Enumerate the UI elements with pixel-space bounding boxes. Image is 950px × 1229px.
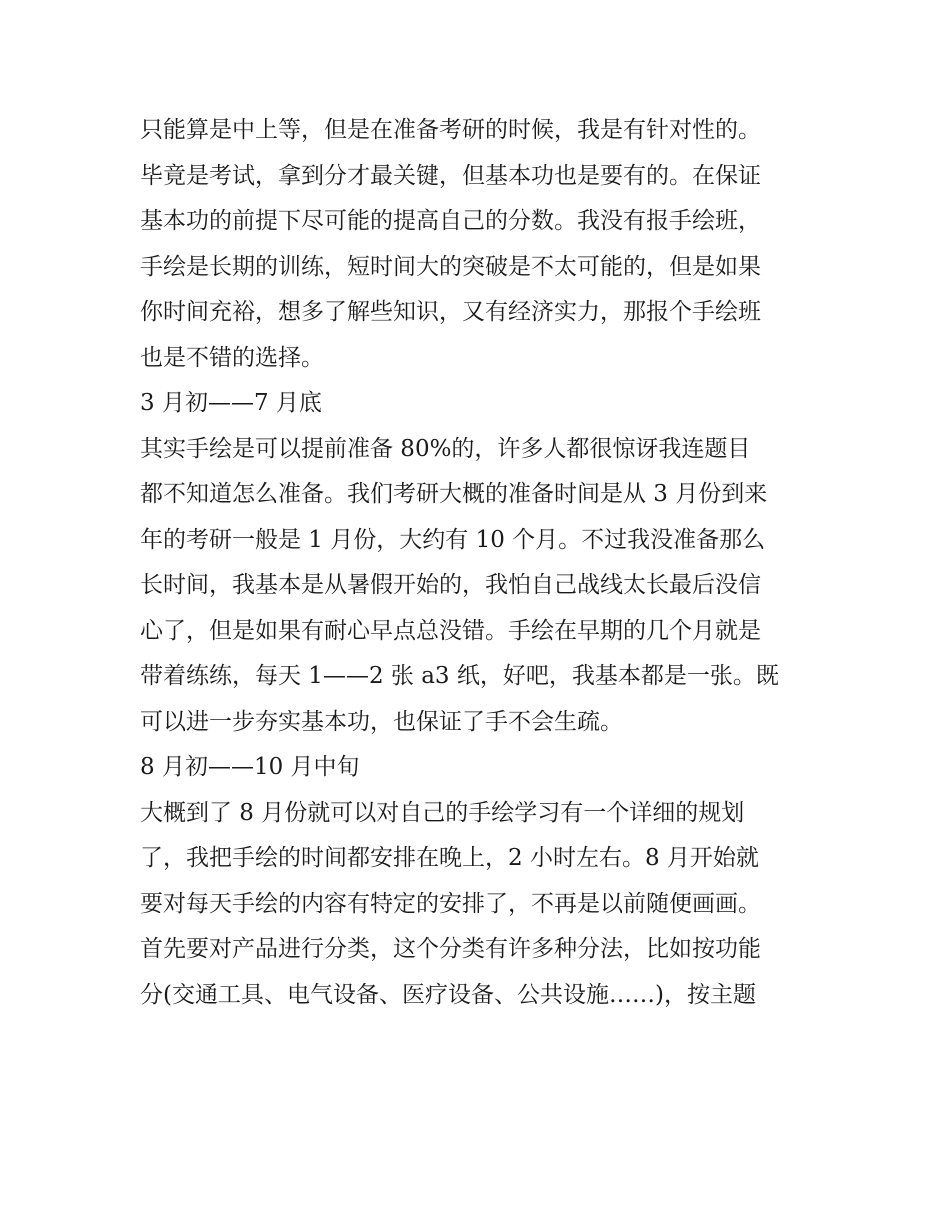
text-line-11: 长时间，我基本是从暑假开始的，我怕自己战线太长最后没信 bbox=[140, 572, 761, 598]
text-line-13: 带着练练，每天 1——2 张 a3 纸，好吧，我基本都是一张。既 bbox=[140, 663, 779, 689]
text-line-16: 大概到了 8 月份就可以对自己的手绘学习有一个详细的规划 bbox=[140, 799, 745, 826]
text-line-3: 基本功的前提下尽可能的提高自己的分数。我没有报手绘班， bbox=[140, 208, 761, 234]
text-line-6: 也是不错的选择。 bbox=[140, 344, 324, 371]
text-line-8: 其实手绘是可以提前准备 80%的，许多人都很惊讶我连题目 bbox=[140, 435, 751, 462]
text-line-18: 要对每天手绘的内容有特定的安排了，不再是以前随便画画。 bbox=[140, 890, 761, 917]
text-line-4: 手绘是长期的训练，短时间大的突破是不太可能的，但是如果 bbox=[140, 253, 761, 280]
text-line-19: 首先要对产品进行分类，这个分类有许多种分法，比如按功能 bbox=[140, 936, 761, 962]
text-line-14: 可以进一步夯实基本功，也保证了手不会生疏。 bbox=[140, 708, 623, 735]
text-line-17: 了，我把手绘的时间都安排在晚上，2 小时左右。8 月开始就 bbox=[140, 845, 759, 871]
text-line-12: 心了，但是如果有耐心早点总没错。手绘在早期的几个月就是 bbox=[140, 617, 761, 644]
text-line-1: 只能算是中上等，但是在准备考研的时候，我是有针对性的。 bbox=[140, 117, 761, 143]
text-line-10: 年的考研一般是 1 月份，大约有 10 个月。不过我没准备那么 bbox=[140, 526, 766, 553]
text-line-20: 分(交通工具、电气设备、医疗设备、公共设施……)，按主题 bbox=[140, 981, 756, 1008]
text-line-2: 毕竟是考试，拿到分才最关键，但基本功也是要有的。在保证 bbox=[140, 162, 761, 189]
text-line-5: 你时间充裕，想多了解些知识，又有经济实力，那报个手绘班 bbox=[140, 299, 761, 325]
text-line-9: 都不知道怎么准备。我们考研大概的准备时间是从 3 月份到来 bbox=[140, 481, 768, 507]
section-heading-august-october: 8 月初——10 月中旬 bbox=[140, 754, 360, 780]
document-body bbox=[140, 108, 820, 1018]
section-heading-march-july: 3 月初——7 月底 bbox=[140, 390, 322, 416]
